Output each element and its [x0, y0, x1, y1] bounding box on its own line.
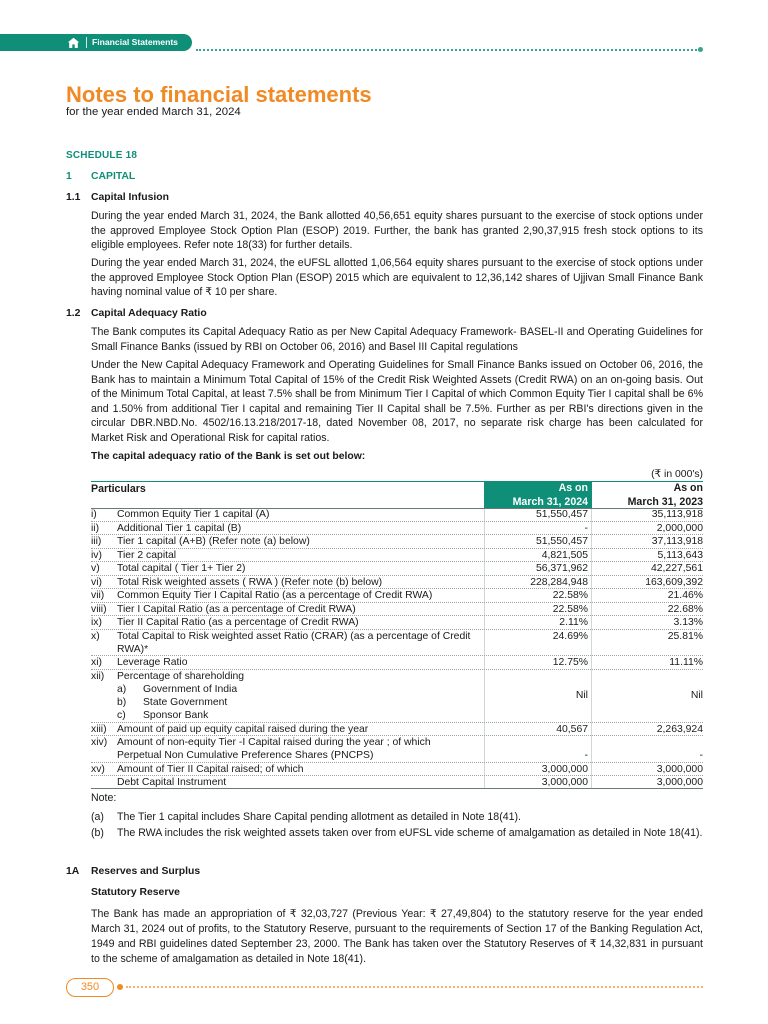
row-number: i)	[91, 509, 97, 520]
table-row	[91, 736, 703, 763]
table-row	[91, 723, 703, 737]
column-header-current-year	[484, 481, 592, 509]
page-subtitle: for the year ended March 31, 2024	[66, 106, 241, 118]
value-current: 24.69%	[552, 630, 588, 642]
paragraph: During the year ended March 31, 2024, the Bank allotted 40,56,651 equity shares pursuant to the exercise of stock options under the approved Employee Stock Option Plan (ESOP) 2019. Further, the bank has granted 2,90,37,915 fresh stock options to its eligible employees. Refer note 18(33) for further details.	[91, 210, 703, 251]
row-number: v)	[91, 563, 100, 574]
table-row	[91, 549, 703, 563]
value-current: 56,371,962	[535, 563, 588, 574]
header-divider	[86, 37, 87, 48]
row-number: iv)	[91, 549, 102, 561]
schedule-label: SCHEDULE 18	[66, 150, 138, 161]
value-previous: 3,000,000	[656, 777, 703, 788]
row-number: xii)	[91, 670, 105, 682]
row-label: Tier I Capital Ratio (as a percentage of Credit RWA)	[117, 603, 356, 615]
value-current: 2.11%	[559, 617, 588, 628]
section-number: 1	[66, 171, 72, 182]
sub-row-number: b)	[117, 697, 127, 709]
value-previous: 163,609,392	[645, 576, 703, 588]
value-current: 51,550,457	[535, 536, 588, 547]
value-previous: 2,000,000	[656, 522, 703, 534]
table-row	[91, 576, 703, 590]
sub-row-number: a)	[117, 683, 127, 695]
column-header-line: March 31, 2024	[512, 496, 588, 508]
subsection-heading: Capital Infusion	[91, 192, 169, 203]
sub-row-label: Sponsor Bank	[143, 710, 209, 722]
value-current: -	[584, 522, 588, 534]
row-number: iii)	[91, 536, 102, 547]
value-previous: 11.11%	[669, 657, 703, 668]
value-previous: 25.81%	[667, 630, 703, 642]
sub-row-label: Government of India	[143, 683, 238, 695]
value-previous: Nil	[690, 689, 703, 701]
value-current: 228,284,948	[530, 576, 588, 588]
subsection-number: 1.2	[66, 308, 81, 319]
value-current: 51,550,457	[535, 509, 588, 520]
value-previous: -	[699, 750, 703, 762]
row-label: Tier II Capital Ratio (as a percentage of Credit RWA)	[117, 617, 359, 628]
row-label: Amount of non-equity Tier -I Capital raised during the year ; of which	[117, 737, 431, 748]
note-text: The RWA includes the risk weighted assets taken over from eUFSL vide scheme of amalgamation as detailed in Note 18(41).	[117, 827, 703, 839]
row-number: ii)	[91, 522, 100, 534]
row-label: Total capital ( Tier 1+ Tier 2)	[117, 563, 246, 574]
table-row	[91, 508, 703, 522]
row-label: Common Equity Tier I Capital Ratio (as a percentage of Credit RWA)	[117, 590, 433, 601]
table-row	[91, 535, 703, 549]
row-label-continued: Perpetual Non Cumulative Preference Shares (PNCPS)	[117, 750, 374, 762]
row-number: ix)	[91, 617, 102, 628]
subsection-number: 1.1	[66, 192, 81, 203]
table-bottom-rule	[91, 788, 703, 789]
header-dotted-rule	[196, 49, 700, 51]
row-label: Additional Tier 1 capital (B)	[117, 522, 242, 534]
table-row	[91, 630, 703, 657]
row-label: Common Equity Tier 1 capital (A)	[117, 509, 270, 520]
subheading: Statutory Reserve	[91, 887, 180, 898]
paragraph: The Bank computes its Capital Adequacy Ratio as per New Capital Adequacy Framework- BASEL-II and Operating Guidelines for Small Finance Banks (issued by RBI on October 06, 2016) and Basel III Capital regulations	[91, 326, 703, 353]
sub-row-number: c)	[117, 710, 126, 722]
row-label: Leverage Ratio	[117, 657, 188, 668]
row-number: xv)	[91, 763, 105, 775]
row-label: Total Risk weighted assets ( RWA ) (Refer note (b) below)	[117, 576, 383, 588]
header-rule-end-dot	[698, 47, 703, 52]
subsection-heading: Capital Adequacy Ratio	[91, 308, 207, 319]
value-previous: 3.13%	[673, 617, 703, 628]
section-number: 1A	[66, 866, 80, 877]
row-number: viii)	[91, 603, 107, 615]
row-label: Total Capital to Risk weighted asset Ratio (CRAR) (as a percentage of Credit RWA)*	[117, 630, 471, 655]
paragraph: The Bank has made an appropriation of ₹ 32,03,727 (Previous Year: ₹ 27,49,804) to the statutory reserve for the year ended March 31, 2024 out of profits, to the Statutory Reserve, pursuant to the requirements of Section 17 of the Banking Regulation Act, 1949 and RBI guidelines dated September 23, 2000. The Bank has taken over the Statutory Reserves of ₹ 14,32,831 in pursuant to the scheme of amalgamation as detailed in Note 18(41).	[91, 908, 703, 965]
row-label: Percentage of shareholding	[117, 670, 245, 682]
paragraph: Under the New Capital Adequacy Framework and Operating Guidelines for Small Finance Banks issued on October 06, 2016, the Bank has to maintain a Minimum Total Capital of 15% of the Credit Risk Weighted Assets (Credit RWA) on an on-going basis. Out of the Minimum Total Capital, at least 7.5% shall be from Minimum Tier I Capital of which Common Equity Tier I capital shall be 6% and 1.50% from additional Tier I capital and remaining Tier II Capital shall be 7.5%. Further as per RBI's directions given in the circular DBR.NBD.No. 4502/16.13.218/2017-18, dated November 08, 2017, no separate risk charge has been calculated for Market Risk and Operational Risk for capital ratios.	[91, 359, 703, 444]
column-header-previous-year	[600, 481, 703, 509]
section-heading: Reserves and Surplus	[91, 866, 201, 877]
page-number: 350	[66, 978, 114, 997]
sub-row-label: State Government	[143, 697, 228, 709]
row-number: vi)	[91, 576, 102, 588]
note-marker: (b)	[91, 827, 104, 839]
value-current: 22.58%	[552, 590, 588, 601]
value-current: -	[584, 750, 588, 762]
note-label: Note:	[91, 792, 117, 804]
table-intro: The capital adequacy ratio of the Bank is set out below:	[91, 451, 366, 462]
table-row	[91, 589, 703, 603]
row-label: Amount of Tier II Capital raised; of which	[117, 763, 304, 775]
table-unit: (₹ in 000's)	[651, 469, 703, 480]
value-previous: 42,227,561	[650, 563, 703, 574]
section-title[interactable]: Financial Statements	[92, 37, 178, 47]
note-text: The Tier 1 capital includes Share Capital pending allotment as detailed in Note 18(41).	[117, 811, 521, 823]
row-number: x)	[91, 630, 100, 642]
value-previous: 2,263,924	[656, 723, 703, 735]
value-current: 40,567	[556, 723, 588, 735]
value-current: Nil	[575, 689, 588, 701]
value-previous: 5,113,643	[657, 549, 703, 561]
column-header-line: As on	[673, 482, 703, 494]
table-row	[91, 522, 703, 536]
table-row	[91, 616, 703, 630]
page-title: Notes to financial statements	[66, 82, 372, 107]
footer-dot	[117, 984, 123, 990]
value-current: 3,000,000	[541, 763, 588, 775]
section-heading: CAPITAL	[91, 171, 136, 182]
table-row	[91, 603, 703, 617]
row-label: Debt Capital Instrument	[117, 777, 227, 788]
column-header-line: As on	[558, 482, 588, 494]
row-number: xi)	[91, 657, 102, 668]
value-previous: 21.46%	[667, 590, 703, 601]
row-number: vii)	[91, 590, 105, 601]
value-current: 22.58%	[552, 603, 588, 615]
column-header-particulars: Particulars	[91, 483, 146, 495]
table-row	[91, 763, 703, 777]
row-label: Amount of paid up equity capital raised during the year	[117, 723, 369, 735]
note-marker: (a)	[91, 811, 104, 823]
value-current: 3,000,000	[541, 777, 588, 788]
row-label: Tier 1 capital (A+B) (Refer note (a) below)	[117, 536, 310, 547]
value-previous: 3,000,000	[656, 763, 703, 775]
column-header-line: March 31, 2023	[627, 496, 703, 508]
row-number: xiv)	[91, 737, 108, 748]
paragraph: During the year ended March 31, 2024, the eUFSL allotted 1,06,564 equity shares pursuant to the exercise of stock options under the approved Employee Stock Option Plan (ESOP) 2015 which are equivalent to 12,36,142 shares of Ujjivan Small Finance Bank having nominal value of ₹ 10 per share.	[91, 257, 703, 298]
table-row	[91, 776, 703, 788]
row-number: xiii)	[91, 723, 107, 735]
row-label: Tier 2 capital	[117, 549, 177, 561]
value-current: 4,821,505	[541, 549, 588, 561]
table-row	[91, 656, 703, 670]
value-previous: 35,113,918	[651, 509, 703, 520]
table-row-shareholding	[91, 670, 703, 723]
value-current: 12.75%	[552, 657, 588, 668]
table-row	[91, 562, 703, 576]
home-icon[interactable]	[62, 34, 84, 51]
value-previous: 22.68%	[667, 603, 703, 615]
value-previous: 37,113,918	[651, 536, 703, 547]
footer-dotted-rule	[126, 986, 703, 988]
